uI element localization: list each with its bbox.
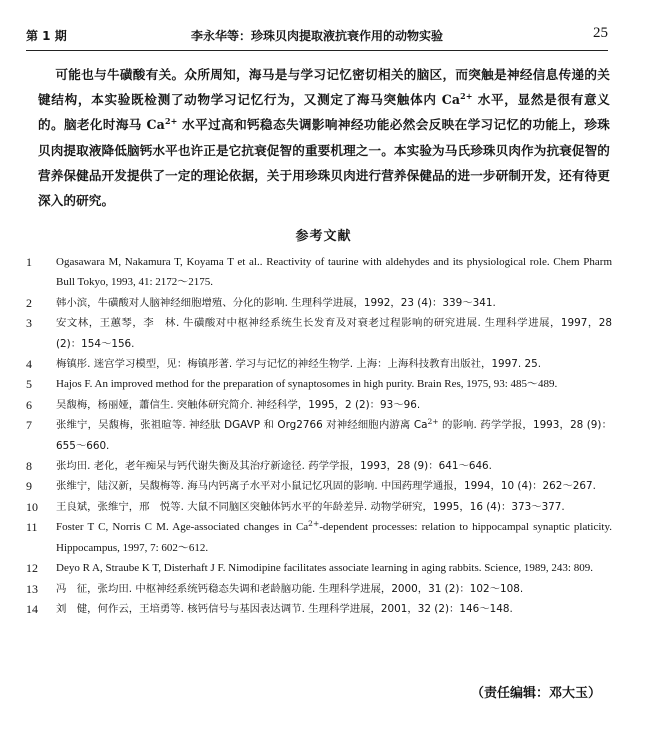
reference-text: Foster T C, Norris C M. Age-associated changes in Ca: [56, 521, 309, 534]
reference-item: [26, 252, 612, 293]
reference-text: 王良斌，张维宁，邢 悦等. 大鼠不同脑区突触体钙水平的年龄差异. 动物学研究，1995，16 (4)：373～377.: [56, 500, 565, 513]
running-header: [26, 25, 608, 49]
reference-item: [26, 599, 612, 619]
reference-item: [26, 517, 612, 558]
paragraph-part-2: 水平，显然是很有意义的。脑老化时海马 Ca: [38, 92, 611, 133]
reference-item: [26, 558, 612, 578]
reference-text: 张均田. 老化，老年痴呆与钙代谢失衡及其治疗新途径. 药学学报，1993，28 (9)：641～646.: [56, 460, 492, 473]
reference-number: 9: [26, 479, 32, 494]
reference-item: [26, 354, 612, 374]
reference-number: 1: [26, 255, 32, 269]
reference-number: 10: [26, 499, 38, 514]
reference-text: Deyo R A, Straube K T, Disterhaft J F. Nimodipine facilitates associate learning in aging rabbits. Science, 1989, 243: 809.: [56, 562, 593, 575]
reference-text-continued: -dependent processes: relation to hippocampal synaptic platicity. Hippocampus, 1997, 7: 602～612.: [56, 521, 613, 554]
paragraph-part-3: 水平过高和钙稳态失调影响神经功能必然会反映在学习记忆的功能上，珍珠贝肉提取液降低脑钙水平也许正是它抗衰促智的重要机理之一。本实验为马氏珍珠贝肉作为抗衰促智的营养保健品开发提供了一定的理论依据，关于用珍珠贝肉进行营养保健品的进一步研制开发，还有待更深入的研究。: [38, 117, 610, 209]
reference-text-continued: 的影响. 药学学报，1993，28 (9)：655～660.: [56, 419, 612, 452]
reference-number: 7: [26, 418, 32, 433]
reference-text: 韩小滨，牛磺酸对人脑神经细胞增殖、分化的影响. 生理科学进展，1992，23 (4)：339～341.: [56, 296, 496, 309]
issue-label: 第 1 期: [26, 29, 67, 43]
running-title: 李永华等：珍珠贝肉提取液抗衰作用的动物实验: [190, 29, 443, 43]
reference-item: [26, 497, 612, 517]
superscript: 2+: [460, 91, 473, 102]
reference-item: [26, 395, 612, 415]
reference-item: [26, 293, 612, 313]
reference-text: 张维宁，吴馥梅，张祖暄等. 神经肽 DGAVP 和 Org2766 对神经细胞内游离 Ca: [56, 419, 428, 432]
reference-text: 刘 健，何作云，王培勇等. 核钙信号与基因表达调节. 生理科学进展，2001，32 (2)：146～148.: [56, 602, 513, 615]
reference-item: [26, 476, 612, 496]
reference-number: 14: [26, 601, 38, 616]
reference-text: Hajos F. An improved method for the preparation of synaptosomes in high purity. Brain Res, 1975, 93: 485～489.: [56, 378, 558, 391]
responsible-editor: （责任编辑：邓大玉）: [470, 686, 601, 701]
references-heading: 参考文献: [295, 229, 352, 244]
superscript: 2+: [164, 116, 178, 127]
reference-text: Ogasawara M, Nakamura T, Koyama T et al.. Reactivity of taurine with aldehydes and its physiological role. Chem Pharm Bull Tokyo, 1993, 41: 2172～2175.: [56, 256, 612, 289]
reference-item: [26, 313, 612, 354]
reference-number: 8: [26, 459, 32, 474]
reference-text: 安文林，王蕙琴，李 林. 牛磺酸对中枢神经系统生长发育及对衰老过程影响的研究进展. 生理科学进展，1997，28 (2)：154～156.: [56, 317, 612, 350]
discussion-paragraph: [38, 62, 610, 213]
reference-item: [26, 415, 612, 456]
reference-item: [26, 456, 612, 476]
superscript: 2+: [427, 417, 439, 427]
superscript: 2+: [308, 519, 320, 529]
reference-item: [26, 374, 612, 394]
reference-list: [26, 252, 612, 619]
reference-text: 吴馥梅，杨丽娅，蕭信生. 突触体研究简介. 神经科学，1995，2 (2)：93～96.: [56, 398, 421, 411]
reference-item: [26, 579, 612, 599]
reference-text: 梅镇彤. 迷宫学习模型，见：梅镇彤著. 学习与记忆的神经生物学. 上海：上海科技教育出版社，1997. 25.: [56, 358, 542, 371]
reference-text: 张维宁，陆汉新，吴馥梅等. 海马内钙离子水平对小鼠记忆巩固的影响. 中国药理学通报，1994，10 (4)：262～267.: [56, 480, 596, 493]
paragraph-part-1: 可能也与牛磺酸有关。众所周知，海马是与学习记忆密切相关的脑区，而突触是神经信息传递的关键结构，本实验既检测了动物学习记忆行为，又测定了海马突触体内 Ca: [38, 67, 610, 108]
reference-number: 13: [26, 581, 38, 596]
reference-number: 2: [26, 295, 32, 310]
reference-number: 4: [26, 357, 32, 372]
reference-number: 6: [26, 397, 32, 412]
reference-number: 5: [26, 377, 32, 392]
reference-number: 11: [26, 520, 38, 535]
reference-text: 冯 征，张均田. 中枢神经系统钙稳态失调和老龄脑功能. 生理科学进展，2000，31 (2)：102～108.: [56, 582, 524, 595]
reference-number: 3: [26, 316, 32, 331]
header-rule: [26, 50, 608, 51]
reference-number: 12: [26, 561, 38, 576]
page-number: 25: [593, 25, 608, 41]
